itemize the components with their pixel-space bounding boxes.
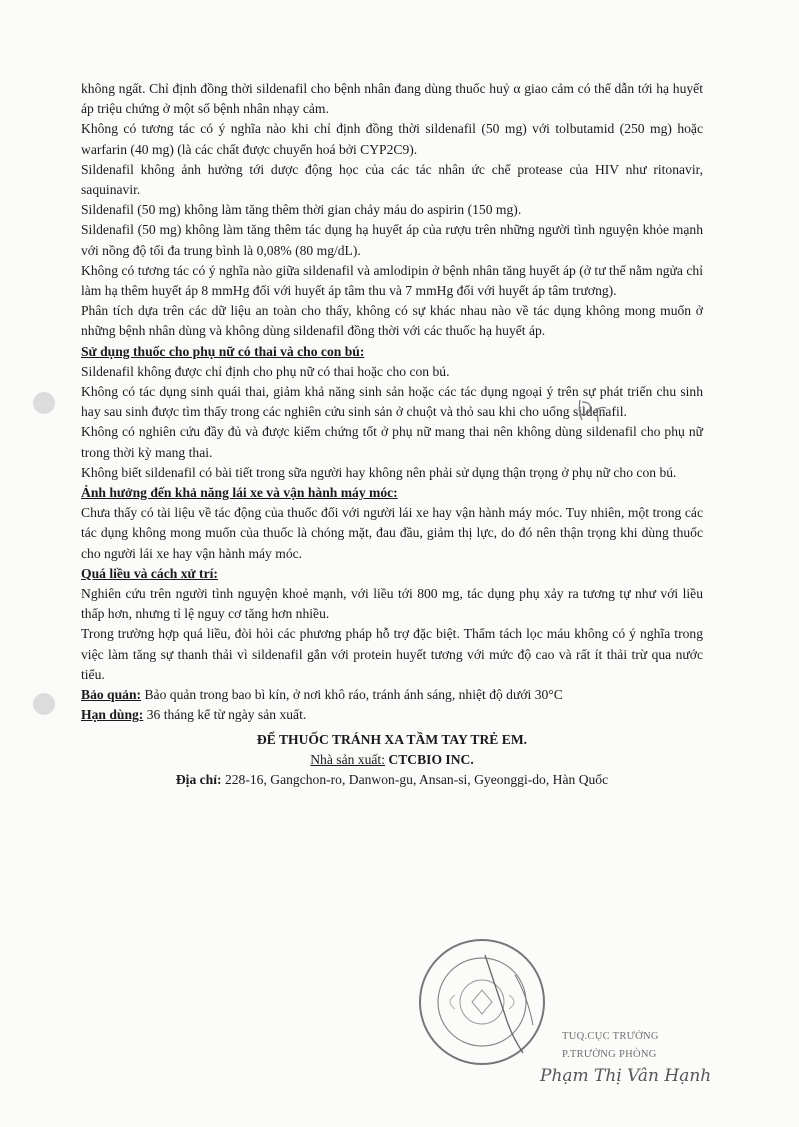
paragraph: không ngất. Chỉ định đồng thời sildenafil cho bệnh nhân đang dùng thuốc huỷ α giao cảm có thể dẫn tới hạ huyết áp triệu chứng ở một số bệnh nhân nhạy cảm. <box>81 81 703 117</box>
punch-hole-top <box>33 392 55 414</box>
official-seal-icon <box>415 935 550 1070</box>
address-line <box>81 770 703 790</box>
paragraph: Sildenafil không được chỉ định cho phụ nữ có thai hoặc cho con bú. <box>81 363 450 379</box>
storage-label: Bảo quản: <box>81 687 142 703</box>
manufacturer-name: CTCBIO INC. <box>388 751 474 767</box>
manufacturer-label: Nhà sản xuất: <box>310 751 385 767</box>
paragraph: Không có tác dụng sinh quái thai, giảm khả năng sinh sản hoặc các tác dụng ngoại ý trên sự phát triển chu sinh hay sau sinh được tìm thấy trong các nghiên cứu sinh sản ở chuột và thỏ sau khi cho uống sildenafil. <box>81 384 703 420</box>
expiry-label: Hạn dùng: <box>81 707 144 723</box>
address-text: 228-16, Gangchon-ro, Danwon-gu, Ansan-si, Gyeonggi-do, Hàn Quốc <box>221 771 609 787</box>
signer-title-2: P.TRƯỞNG PHÒNG <box>562 1049 657 1060</box>
manufacturer-line <box>81 750 703 770</box>
paragraph: Sildenafil không ảnh hưởng tới dược động học của các tác nhân ức chế protease của HIV như ritonavir, saquinavir. <box>81 161 703 198</box>
storage-text: Bảo quản trong bao bì kín, ở nơi khô ráo, tránh ánh sáng, nhiệt độ dưới 30°C <box>141 687 563 703</box>
section-heading-pregnancy: Sử dụng thuốc cho phụ nữ có thai và cho con bú: <box>81 343 365 359</box>
child-warning: ĐỂ THUỐC TRÁNH XA TẦM TAY TRẺ EM. <box>256 731 528 747</box>
paragraph: Chưa thấy có tài liệu về tác động của thuốc đối với người lái xe hay vận hành máy móc. Tuy nhiên, một trong các tác dụng không mong muốn của thuốc là chóng mặt, đau đầu, giảm thị lực, do đó nên thận trọng khi dùng thuốc cho người lái xe hay vận hành máy móc. <box>81 505 703 561</box>
paragraph: Không có nghiên cứu đầy đủ và được kiểm chứng tốt ở phụ nữ mang thai nên không dùng sildenafil cho phụ nữ trong thời kỳ mang thai. <box>81 424 703 460</box>
paragraph: Phân tích dựa trên các dữ liệu an toàn cho thấy, không có sự khác nhau nào về tác dụng không mong muốn ở những bệnh nhân dùng và không dùng sildenafil đồng thời với các thuốc hạ huyết áp. <box>81 303 703 339</box>
document-body <box>81 79 703 790</box>
expiry-text: 36 tháng kể từ ngày sản xuất. <box>143 707 307 723</box>
paragraph: Không có tương tác có ý nghĩa nào khi chỉ định đồng thời sildenafil (50 mg) với tolbutamid (250 mg) hoặc warfarin (40 mg) (là các chất được chuyển hoá bởi CYP2C9). <box>81 121 703 157</box>
storage-line <box>81 685 703 705</box>
address-label: Địa chỉ: <box>175 771 222 787</box>
handwritten-mark-icon <box>574 396 614 426</box>
section-heading-overdose: Quá liều và cách xử trí: <box>81 565 218 581</box>
punch-hole-bottom <box>33 693 55 715</box>
paragraph: Nghiên cứu trên người tình nguyện khoẻ mạnh, với liều tới 800 mg, tác dụng phụ xảy ra tương tự như với liều thấp hơn, nhưng tỉ lệ nguy cơ tăng hơn nhiều. <box>81 586 703 622</box>
paragraph: Sildenafil (50 mg) không làm tăng thêm thời gian chảy máu do aspirin (150 mg). <box>81 202 522 218</box>
signer-name: Phạm Thị Vân Hạnh <box>540 1066 712 1086</box>
signer-title-1: TUQ.CỤC TRƯỞNG <box>562 1031 659 1042</box>
section-heading-driving: Ảnh hưởng đến khả năng lái xe và vận hành máy móc: <box>81 485 398 501</box>
paragraph: Không biết sildenafil có bài tiết trong sữa người hay không nên phải sử dụng thận trọng ở phụ nữ cho con bú. <box>81 464 677 480</box>
paragraph: Sildenafil (50 mg) không làm tăng thêm tác dụng hạ huyết áp của rượu trên những người tình nguyện khỏe mạnh với nồng độ tối đa trung bình là 0,08% (80 mg/dL). <box>81 222 703 258</box>
paragraph: Trong trường hợp quá liều, đòi hỏi các phương pháp hỗ trợ đặc biệt. Thẩm tách lọc máu không có ý nghĩa trong việc làm tăng sự thanh thải vì sildenafil gắn với protein huyết tương với mức độ cao và rất ít thải trừ qua nước tiểu. <box>81 626 703 682</box>
paragraph: Không có tương tác có ý nghĩa nào giữa sildenafil và amlodipin ở bệnh nhân tăng huyết áp (ở tư thế nằm ngửa chỉ làm hạ thêm huyết áp 8 mmHg đối với huyết áp tâm thu và 7 mmHg đối với huyết áp tâm trương). <box>81 262 703 299</box>
expiry-line <box>81 705 703 725</box>
